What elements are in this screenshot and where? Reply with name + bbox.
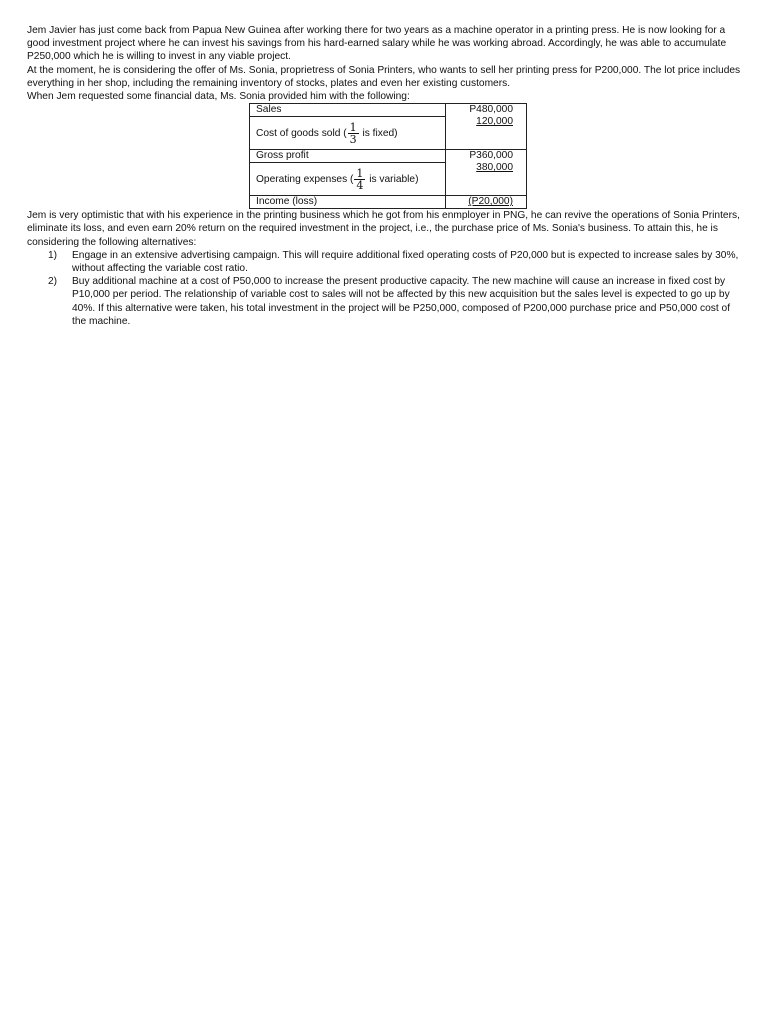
opex-label-cell <box>250 163 446 196</box>
income-label-cell <box>250 196 446 209</box>
income-value-cell <box>446 196 527 209</box>
sales-label-cell <box>250 104 446 117</box>
list-item <box>27 275 745 328</box>
sales-label: Sales <box>256 104 282 116</box>
alternative-text: Buy additional machine at a cost of P50,000 to increase the present productive capacity. The new machine will cause an increase in fixed cost by P10,000 per period. The relationship of variable cost to sales will not be affected by this new acquisition but the sales level is expected to go up by 40%. If this alternative were taken, his total investment in the project will be P250,000, composed of P200,000 purchase price and P50,000 cost of the machine. <box>72 276 731 327</box>
fraction-denominator: 3 <box>349 132 357 146</box>
income-value: (P20,000) <box>468 196 513 208</box>
table-row <box>250 104 527 117</box>
intro-paragraph-1: Jem Javier has just come back from Papua New Guinea after working there for two years as a machine operator in a printing press. He is now looking for a good investment project where he can invest his savings from his hard-earned salary while he was working abroad. Accordingly, he was able to accumulate P250,000 which he is willing to invest in any viable project. <box>27 25 727 63</box>
gross-profit-label: Gross profit <box>256 150 309 162</box>
income-label: Income (loss) <box>256 196 318 208</box>
fraction-numerator: 1 <box>349 120 357 134</box>
one-fourth-fraction <box>354 168 365 191</box>
intro-paragraph-2: At the moment, he is considering the offer of Ms. Sonia, proprietress of Sonia Printers, who wants to sell her printing press for P200,000. The lot price includes everything in her shop, including the remaining inventory of stocks, plates and even her existing customers. <box>27 64 741 89</box>
opex-label-pre: Operating expenses ( <box>256 173 354 185</box>
one-third-fraction <box>348 122 359 145</box>
opex-value: 380,000 <box>476 162 513 174</box>
gross-profit-label-cell <box>250 150 446 163</box>
alternatives-list <box>27 249 745 328</box>
cogs-label-pre: Cost of goods sold ( <box>256 127 347 139</box>
body-paragraph: Jem is very optimistic that with his experience in the printing business which he got from his enmployer in PNG, he can revive the operations of Sonia Printers, eliminate its loss, and even earn 20% return on the required investment in the project, i.e., the purchase price of Ms. Sonia's business. To attain this, he is considering the following alternatives: <box>27 210 740 248</box>
opex-label-post: is variable) <box>366 173 419 185</box>
intro-paragraph-3: When Jem requested some financial data, Ms. Sonia provided him with the following: <box>27 91 410 103</box>
alternative-text: Engage in an extensive advertising campaign. This will require additional fixed operating costs of P20,000 but is expected to increase sales by 30%, without affecting the variable cost ratio. <box>72 249 739 275</box>
list-marker: 2) <box>48 276 58 288</box>
gross-opex-values-cell <box>446 150 527 196</box>
financial-data-table <box>249 103 527 209</box>
gross-profit-value: P360,000 <box>469 150 513 162</box>
document-page <box>27 24 745 328</box>
cogs-label-cell <box>250 117 446 150</box>
list-marker: 1) <box>48 249 58 261</box>
fraction-denominator: 4 <box>356 178 364 192</box>
sales-value: P480,000 <box>469 104 513 116</box>
cogs-label-post: is fixed) <box>359 127 398 139</box>
list-item <box>27 249 745 275</box>
table-row <box>250 150 527 163</box>
sales-cogs-values-cell <box>446 104 527 150</box>
fraction-numerator: 1 <box>356 166 364 180</box>
cogs-value: 120,000 <box>476 116 513 128</box>
table-row <box>250 196 527 209</box>
